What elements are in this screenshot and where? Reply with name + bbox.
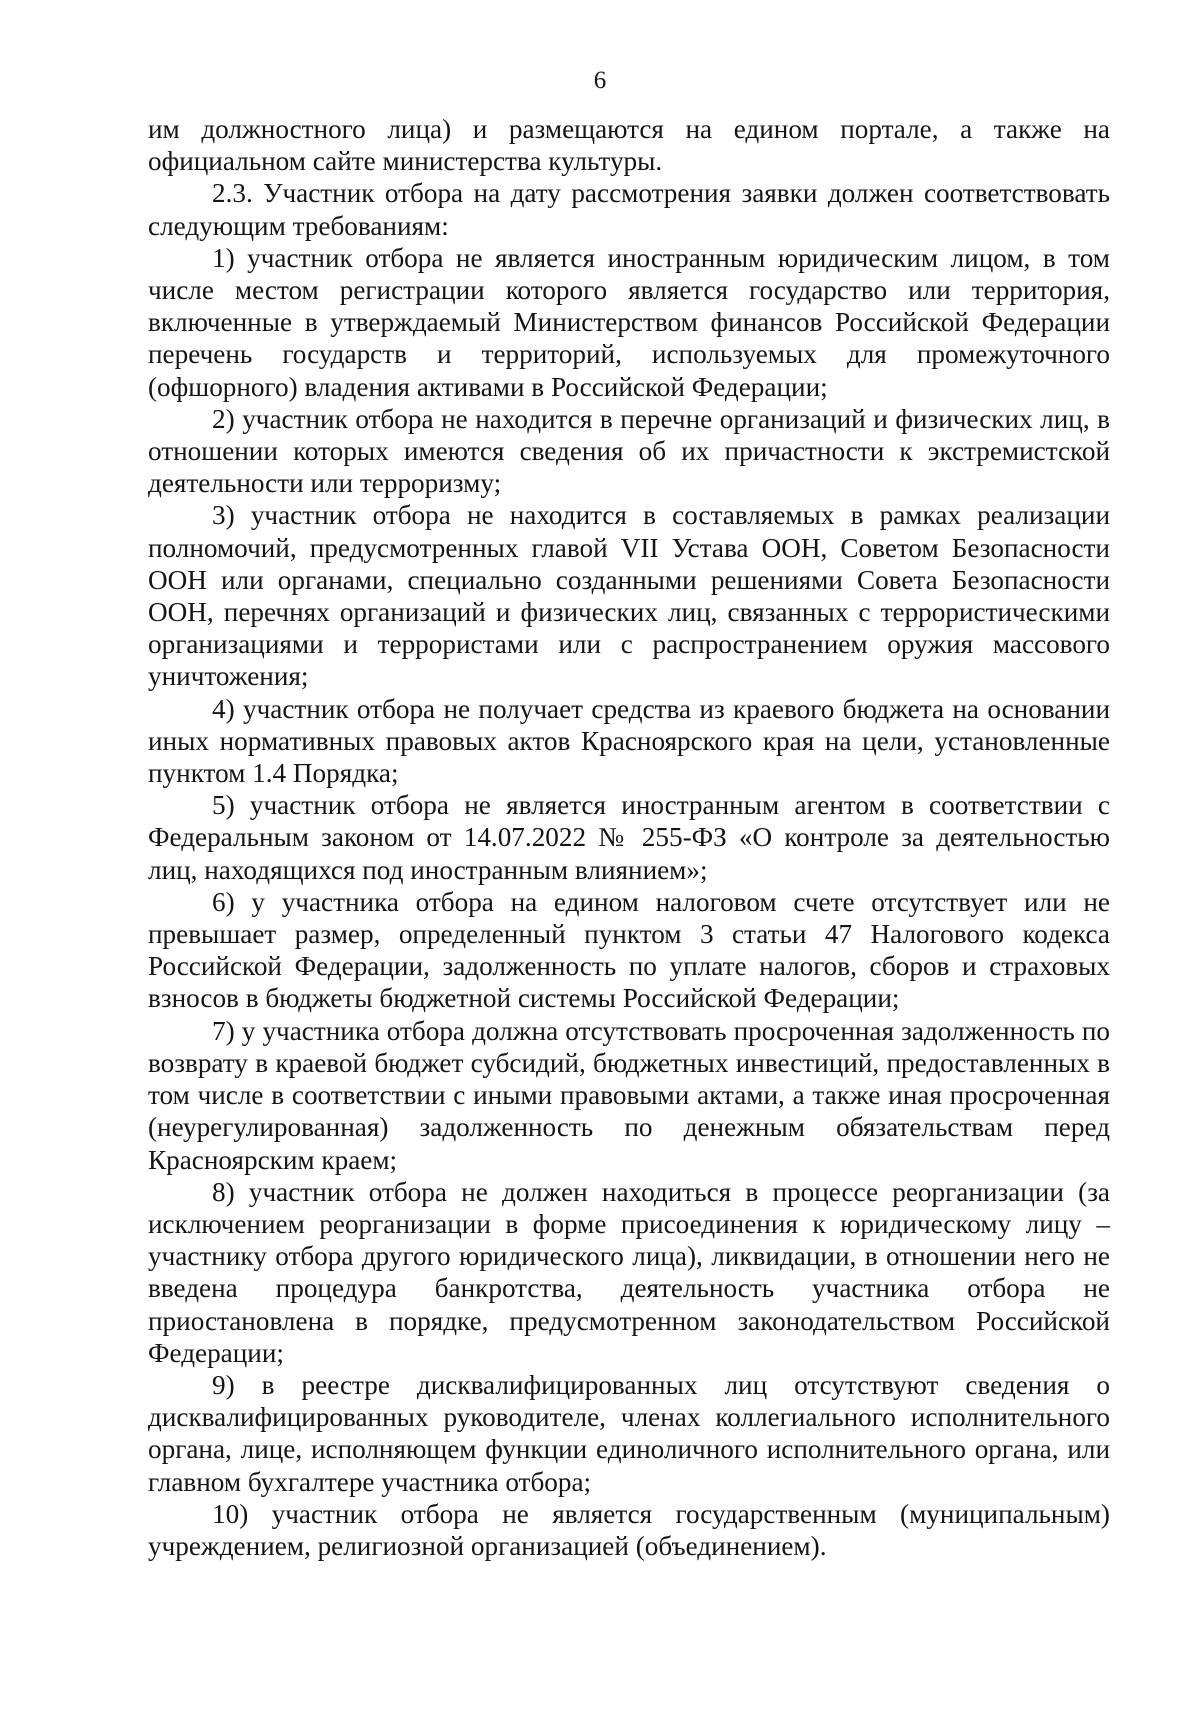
page-number: 6 [593, 67, 607, 94]
paragraph-requirement-3: 3) участник отбора не находится в составляемых в рамках реализации полномочий, предусмотренных главой VII Устава ООН, Советом Безопасности ООН или органами, специально созданными решениями Совета Безопасности ООН, перечнях организаций и физических лиц, связанных с террористическими организациями и террористами или с распространением оружия массового уничтожения; [148, 500, 1110, 692]
paragraph-requirement-9: 9) в реестре дисквалифицированных лиц отсутствуют сведения о дисквалифицированных руководителе, членах коллегиального исполнительного органа, лице, исполняющем функции единоличного исполнительного органа, или главном бухгалтере участника отбора; [148, 1369, 1110, 1497]
paragraph-requirement-4: 4) участник отбора не получает средства из краевого бюджета на основании иных нормативных правовых актов Красноярского края на цели, установленные пунктом 1.4 Порядка; [148, 693, 1110, 789]
paragraph-requirement-2: 2) участник отбора не находится в перечне организаций и физических лиц, в отношении которых имеются сведения об их причастности к экстремистской деятельности или терроризму; [148, 403, 1110, 499]
document-body [148, 113, 1110, 1562]
paragraph-section-2-3: 2.3. Участник отбора на дату рассмотрения заявки должен соответствовать следующим требованиям: [148, 178, 1110, 241]
paragraph-continuation: им должностного лица) и размещаются на едином портале, а также на официальном сайте министерства культуры. [148, 114, 1110, 177]
paragraph-requirement-6: 6) у участника отбора на едином налоговом счете отсутствует или не превышает размер, определенный пунктом 3 статьи 47 Налогового кодекса Российской Федерации, задолженность по уплате налогов, сборов и страховых взносов в бюджеты бюджетной системы Российской Федерации; [148, 886, 1110, 1014]
paragraph-requirement-1: 1) участник отбора не является иностранным юридическим лицом, в том числе местом регистрации которого является государство или территория, включенные в утверждаемый Министерством финансов Российской Федерации перечень государств и территорий, используемых для промежуточного (офшорного) владения активами в Российской Федерации; [148, 242, 1110, 402]
paragraph-requirement-5: 5) участник отбора не является иностранным агентом в соответствии с Федеральным законом от 14.07.2022 № 255-ФЗ «О контроле за деятельностью лиц, находящихся под иностранным влиянием»; [148, 790, 1110, 885]
paragraph-requirement-7: 7) у участника отбора должна отсутствовать просроченная задолженность по возврату в краевой бюджет субсидий, бюджетных инвестиций, предоставленных в том числе в соответствии с иными правовыми актами, а также иная просроченная (неурегулированная) задолженность по денежным обязательствам перед Красноярским краем; [148, 1015, 1110, 1175]
paragraph-requirement-8: 8) участник отбора не должен находиться в процессе реорганизации (за исключением реорганизации в форме присоединения к юридическому лицу – участнику отбора другого юридического лица), ликвидации, в отношении него не введена процедура банкротства, деятельность участника отбора не приостановлена в порядке, предусмотренном законодательством Российской Федерации; [148, 1176, 1110, 1368]
paragraph-requirement-10: 10) участник отбора не является государственным (муниципальным) учреждением, религиозной организацией (объединением). [148, 1498, 1110, 1561]
